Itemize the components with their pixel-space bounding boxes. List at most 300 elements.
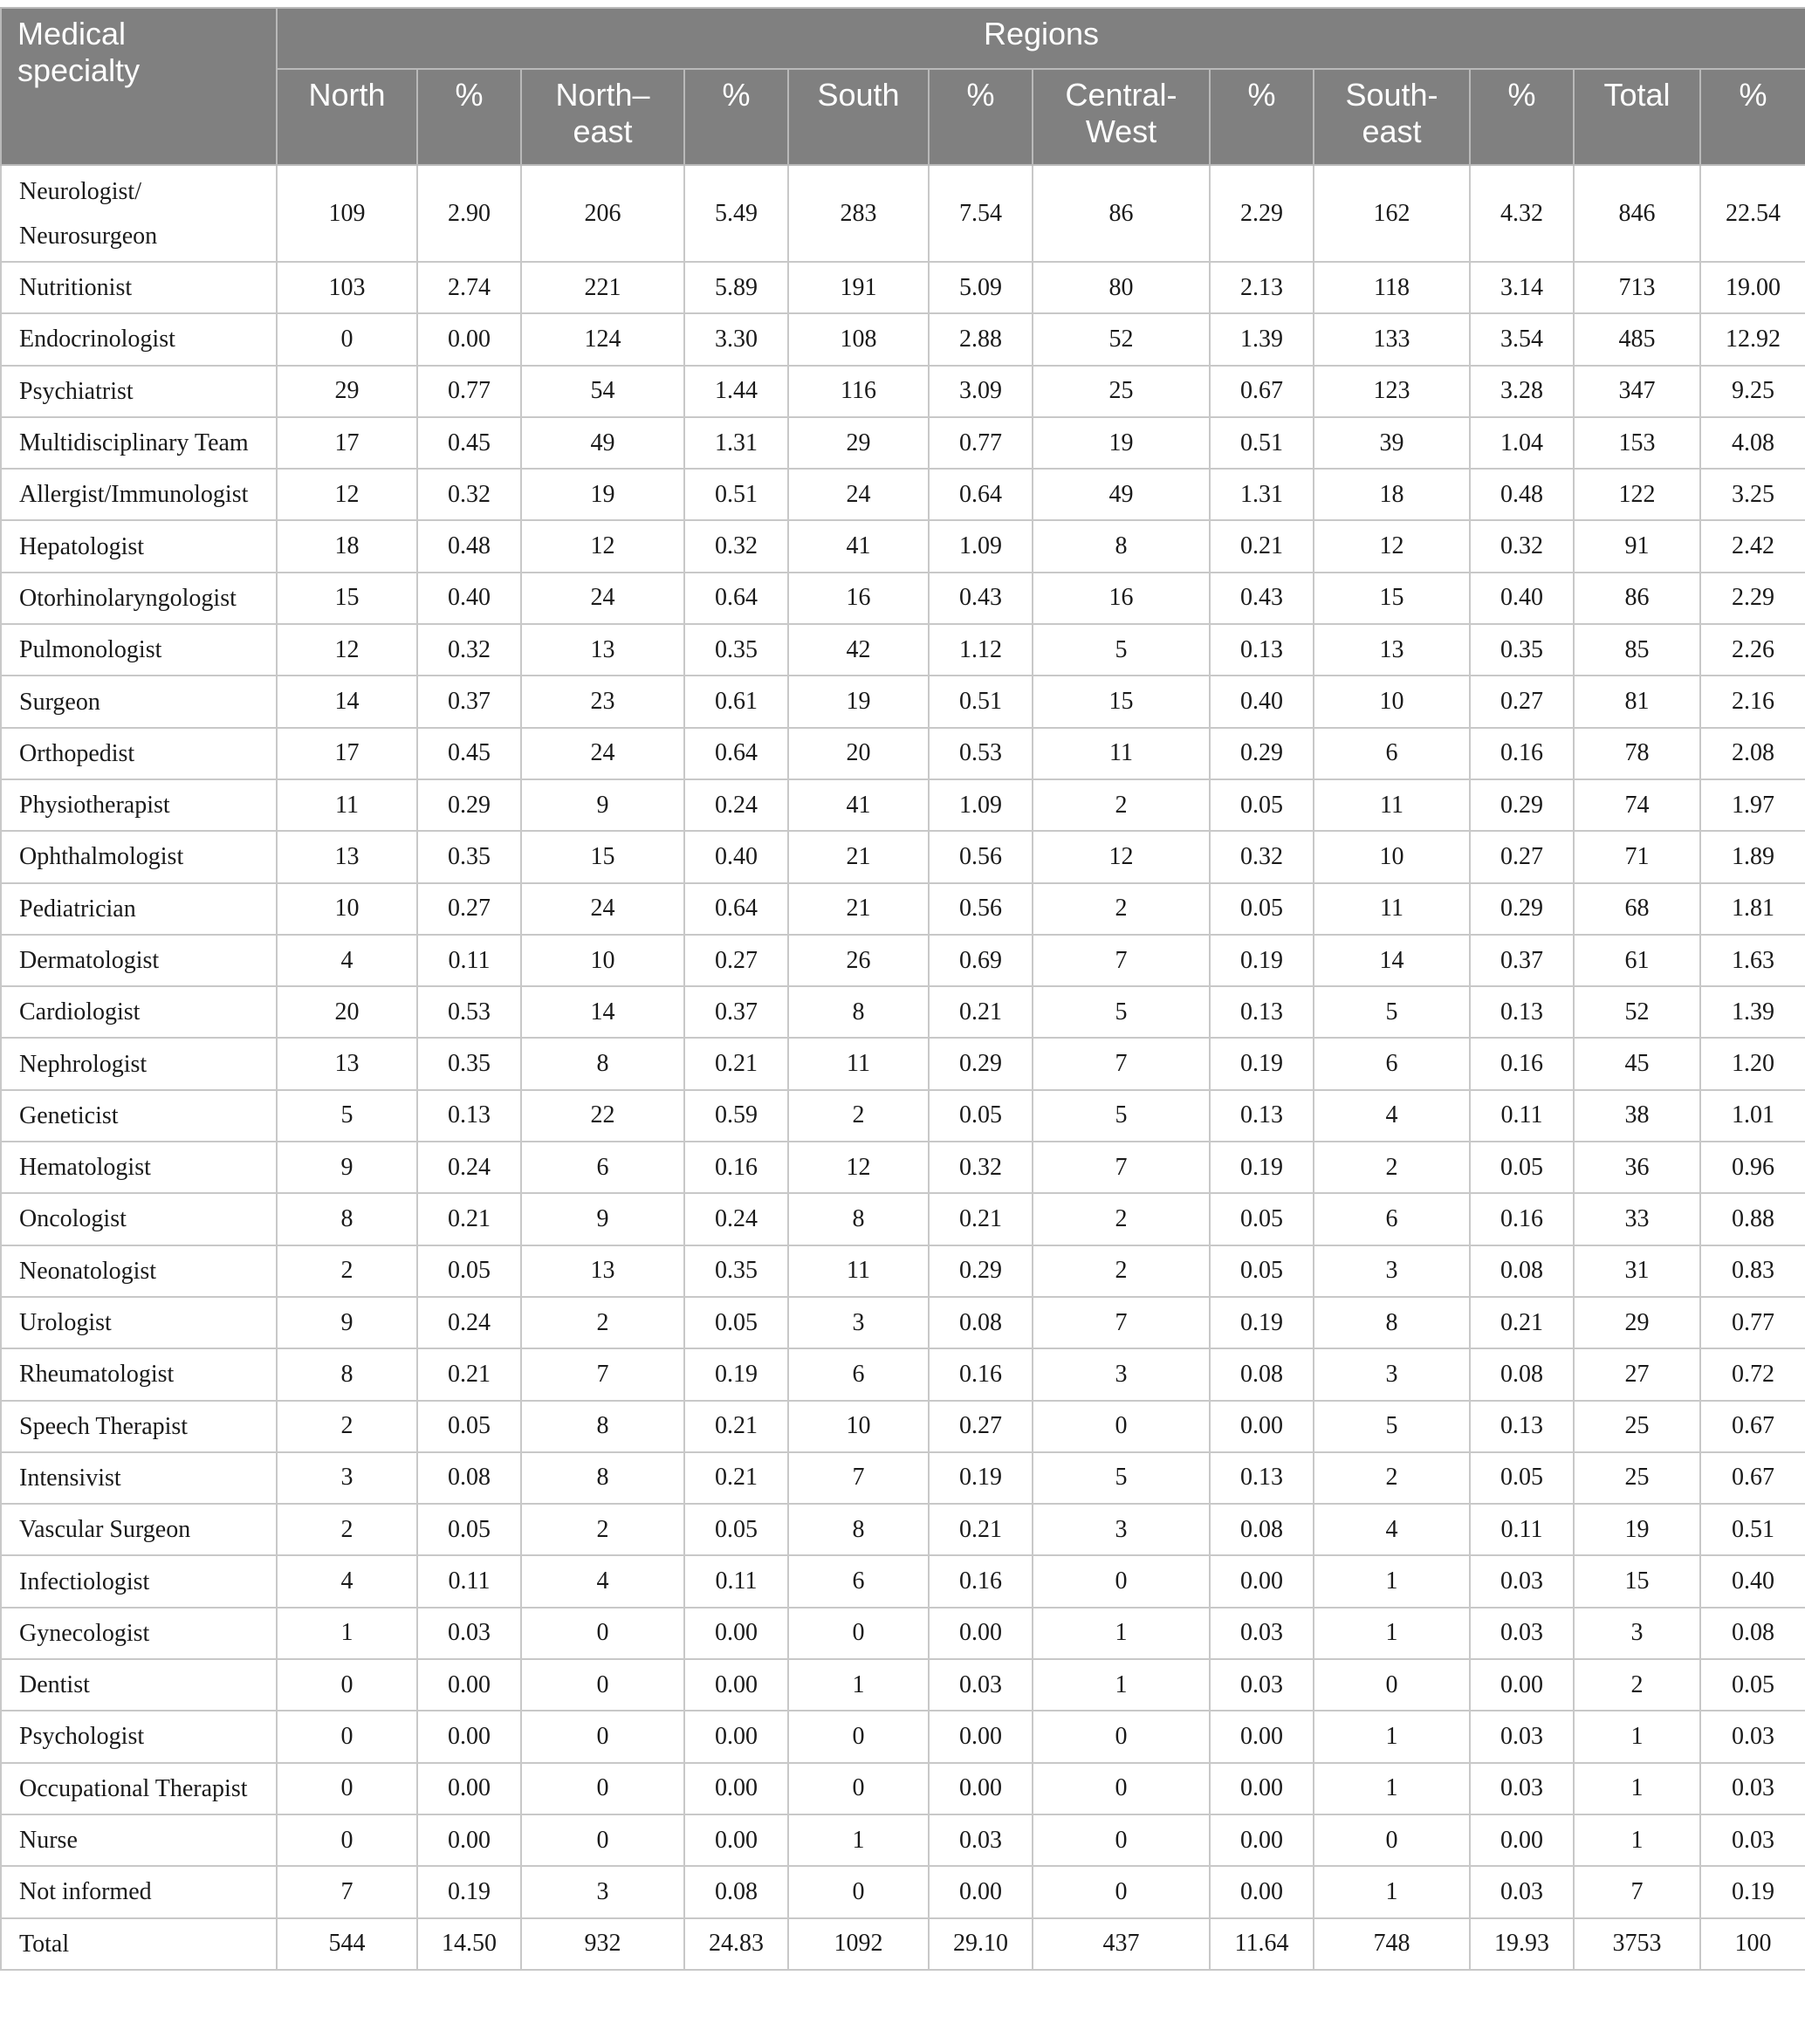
cell-central-west: 19 bbox=[1033, 417, 1210, 469]
table-row bbox=[1, 573, 1805, 624]
table-row bbox=[1, 831, 1805, 882]
cell-central-west-pct: 0.00 bbox=[1210, 1763, 1314, 1814]
cell-north: 1 bbox=[277, 1608, 417, 1659]
cell-southeast: 11 bbox=[1314, 779, 1470, 831]
cell-south-pct: 1.09 bbox=[929, 520, 1033, 572]
cell-north-pct: 0.53 bbox=[417, 986, 521, 1038]
cell-northeast: 22 bbox=[521, 1090, 684, 1142]
table-row bbox=[1, 1763, 1805, 1814]
cell-total: 86 bbox=[1574, 573, 1700, 624]
cell-north-pct: 2.90 bbox=[417, 165, 521, 262]
row-specialty-name: Neonatologist bbox=[1, 1245, 277, 1297]
cell-north-pct: 2.74 bbox=[417, 262, 521, 313]
cell-south-pct: 0.00 bbox=[929, 1608, 1033, 1659]
table-row bbox=[1, 1659, 1805, 1711]
cell-southeast-pct: 0.29 bbox=[1470, 779, 1574, 831]
cell-central-west: 0 bbox=[1033, 1763, 1210, 1814]
cell-central-west-pct: 0.00 bbox=[1210, 1555, 1314, 1607]
table-row bbox=[1, 728, 1805, 779]
cell-northeast: 8 bbox=[521, 1401, 684, 1452]
cell-north-pct: 0.40 bbox=[417, 573, 521, 624]
row-specialty-name: Psychologist bbox=[1, 1711, 277, 1762]
cell-central-west: 0 bbox=[1033, 1401, 1210, 1452]
header-medical-specialty: Medical specialty bbox=[1, 8, 277, 165]
cell-southeast-pct: 0.27 bbox=[1470, 831, 1574, 882]
cell-south: 1 bbox=[788, 1814, 929, 1866]
table-row bbox=[1, 1555, 1805, 1607]
cell-south: 21 bbox=[788, 831, 929, 882]
header-south: South bbox=[788, 69, 929, 165]
cell-southeast: 748 bbox=[1314, 1918, 1470, 1970]
cell-northeast: 13 bbox=[521, 1245, 684, 1297]
cell-central-west-pct: 0.00 bbox=[1210, 1866, 1314, 1917]
cell-central-west-pct: 0.40 bbox=[1210, 676, 1314, 727]
cell-south-pct: 3.09 bbox=[929, 366, 1033, 417]
cell-northeast: 24 bbox=[521, 883, 684, 935]
cell-central-west: 3 bbox=[1033, 1504, 1210, 1555]
table-row bbox=[1, 1142, 1805, 1193]
cell-total: 25 bbox=[1574, 1401, 1700, 1452]
cell-total: 45 bbox=[1574, 1038, 1700, 1089]
cell-northeast: 24 bbox=[521, 573, 684, 624]
table-row bbox=[1, 1401, 1805, 1452]
cell-north: 7 bbox=[277, 1866, 417, 1917]
cell-central-west-pct: 11.64 bbox=[1210, 1918, 1314, 1970]
row-specialty-name: Cardiologist bbox=[1, 986, 277, 1038]
cell-south-pct: 0.16 bbox=[929, 1348, 1033, 1400]
cell-south: 1092 bbox=[788, 1918, 929, 1970]
cell-southeast-pct: 0.03 bbox=[1470, 1866, 1574, 1917]
specialty-by-region-table bbox=[0, 7, 1805, 1971]
cell-south-pct: 7.54 bbox=[929, 165, 1033, 262]
cell-north: 18 bbox=[277, 520, 417, 572]
cell-northeast-pct: 0.32 bbox=[684, 520, 788, 572]
cell-northeast-pct: 0.59 bbox=[684, 1090, 788, 1142]
cell-north: 4 bbox=[277, 935, 417, 986]
table-row bbox=[1, 1608, 1805, 1659]
cell-central-west: 0 bbox=[1033, 1555, 1210, 1607]
cell-north-pct: 0.27 bbox=[417, 883, 521, 935]
cell-south-pct: 1.12 bbox=[929, 624, 1033, 676]
cell-south: 21 bbox=[788, 883, 929, 935]
cell-central-west-pct: 0.05 bbox=[1210, 1193, 1314, 1245]
cell-north: 0 bbox=[277, 1711, 417, 1762]
cell-northeast-pct: 0.00 bbox=[684, 1814, 788, 1866]
row-specialty-name: Ophthalmologist bbox=[1, 831, 277, 882]
cell-south: 24 bbox=[788, 469, 929, 520]
cell-south-pct: 0.00 bbox=[929, 1866, 1033, 1917]
cell-north-pct: 0.03 bbox=[417, 1608, 521, 1659]
cell-north: 9 bbox=[277, 1297, 417, 1348]
cell-north: 3 bbox=[277, 1452, 417, 1504]
cell-north: 109 bbox=[277, 165, 417, 262]
cell-central-west-pct: 0.00 bbox=[1210, 1814, 1314, 1866]
cell-south-pct: 29.10 bbox=[929, 1918, 1033, 1970]
cell-total-pct: 1.97 bbox=[1700, 779, 1805, 831]
cell-central-west-pct: 0.19 bbox=[1210, 1142, 1314, 1193]
row-specialty-name: Vascular Surgeon bbox=[1, 1504, 277, 1555]
cell-northeast-pct: 0.35 bbox=[684, 1245, 788, 1297]
cell-central-west-pct: 0.00 bbox=[1210, 1401, 1314, 1452]
cell-north: 20 bbox=[277, 986, 417, 1038]
cell-northeast-pct: 0.37 bbox=[684, 986, 788, 1038]
row-specialty-name: Orthopedist bbox=[1, 728, 277, 779]
cell-total: 91 bbox=[1574, 520, 1700, 572]
cell-southeast-pct: 0.32 bbox=[1470, 520, 1574, 572]
cell-total-pct: 0.05 bbox=[1700, 1659, 1805, 1711]
cell-northeast-pct: 0.05 bbox=[684, 1297, 788, 1348]
cell-north-pct: 0.32 bbox=[417, 624, 521, 676]
cell-total: 36 bbox=[1574, 1142, 1700, 1193]
cell-north-pct: 0.35 bbox=[417, 1038, 521, 1089]
cell-total: 3753 bbox=[1574, 1918, 1700, 1970]
cell-southeast: 133 bbox=[1314, 313, 1470, 365]
cell-total: 122 bbox=[1574, 469, 1700, 520]
cell-total: 713 bbox=[1574, 262, 1700, 313]
cell-southeast-pct: 0.48 bbox=[1470, 469, 1574, 520]
cell-total: 29 bbox=[1574, 1297, 1700, 1348]
cell-southeast: 10 bbox=[1314, 831, 1470, 882]
cell-north: 10 bbox=[277, 883, 417, 935]
cell-north-pct: 0.00 bbox=[417, 1763, 521, 1814]
cell-south-pct: 5.09 bbox=[929, 262, 1033, 313]
cell-south: 116 bbox=[788, 366, 929, 417]
cell-central-west: 7 bbox=[1033, 1038, 1210, 1089]
cell-total-pct: 22.54 bbox=[1700, 165, 1805, 262]
cell-total: 1 bbox=[1574, 1763, 1700, 1814]
cell-north: 9 bbox=[277, 1142, 417, 1193]
cell-total: 33 bbox=[1574, 1193, 1700, 1245]
cell-northeast: 0 bbox=[521, 1763, 684, 1814]
cell-southeast-pct: 0.00 bbox=[1470, 1814, 1574, 1866]
cell-northeast-pct: 0.64 bbox=[684, 573, 788, 624]
cell-northeast: 10 bbox=[521, 935, 684, 986]
cell-central-west-pct: 0.43 bbox=[1210, 573, 1314, 624]
row-specialty-name: Nutritionist bbox=[1, 262, 277, 313]
cell-central-west: 7 bbox=[1033, 935, 1210, 986]
cell-southeast-pct: 0.27 bbox=[1470, 676, 1574, 727]
cell-central-west: 49 bbox=[1033, 469, 1210, 520]
cell-south-pct: 0.51 bbox=[929, 676, 1033, 727]
cell-central-west-pct: 0.19 bbox=[1210, 1297, 1314, 1348]
row-specialty-name: Surgeon bbox=[1, 676, 277, 727]
cell-south-pct: 0.21 bbox=[929, 986, 1033, 1038]
row-specialty-name: Endocrinologist bbox=[1, 313, 277, 365]
table-row bbox=[1, 1245, 1805, 1297]
cell-south: 8 bbox=[788, 986, 929, 1038]
cell-northeast-pct: 0.24 bbox=[684, 1193, 788, 1245]
cell-south-pct: 0.05 bbox=[929, 1090, 1033, 1142]
cell-southeast-pct: 0.05 bbox=[1470, 1142, 1574, 1193]
cell-southeast: 6 bbox=[1314, 1038, 1470, 1089]
cell-south: 1 bbox=[788, 1659, 929, 1711]
cell-southeast: 4 bbox=[1314, 1090, 1470, 1142]
cell-northeast: 8 bbox=[521, 1452, 684, 1504]
cell-north-pct: 0.37 bbox=[417, 676, 521, 727]
cell-total: 846 bbox=[1574, 165, 1700, 262]
cell-total: 74 bbox=[1574, 779, 1700, 831]
row-specialty-name: Occupational Therapist bbox=[1, 1763, 277, 1814]
row-specialty-name: Multidisciplinary Team bbox=[1, 417, 277, 469]
cell-central-west-pct: 0.19 bbox=[1210, 935, 1314, 986]
cell-central-west: 5 bbox=[1033, 1090, 1210, 1142]
cell-southeast-pct: 0.40 bbox=[1470, 573, 1574, 624]
row-specialty-name: Hematologist bbox=[1, 1142, 277, 1193]
cell-total-pct: 0.08 bbox=[1700, 1608, 1805, 1659]
cell-north-pct: 0.32 bbox=[417, 469, 521, 520]
table-header bbox=[1, 8, 1805, 165]
cell-south: 16 bbox=[788, 573, 929, 624]
cell-southeast: 162 bbox=[1314, 165, 1470, 262]
cell-south: 6 bbox=[788, 1555, 929, 1607]
cell-central-west: 2 bbox=[1033, 1245, 1210, 1297]
cell-south: 29 bbox=[788, 417, 929, 469]
cell-central-west-pct: 0.13 bbox=[1210, 1452, 1314, 1504]
cell-south: 0 bbox=[788, 1763, 929, 1814]
cell-north-pct: 0.48 bbox=[417, 520, 521, 572]
cell-northeast-pct: 0.64 bbox=[684, 883, 788, 935]
header-central-west-pct: % bbox=[1210, 69, 1314, 165]
cell-total: 61 bbox=[1574, 935, 1700, 986]
cell-northeast-pct: 0.40 bbox=[684, 831, 788, 882]
cell-north: 103 bbox=[277, 262, 417, 313]
cell-total-pct: 0.03 bbox=[1700, 1763, 1805, 1814]
cell-central-west-pct: 2.13 bbox=[1210, 262, 1314, 313]
cell-southeast-pct: 3.14 bbox=[1470, 262, 1574, 313]
table-row bbox=[1, 1348, 1805, 1400]
cell-total-pct: 2.29 bbox=[1700, 573, 1805, 624]
cell-south: 8 bbox=[788, 1193, 929, 1245]
cell-north-pct: 0.05 bbox=[417, 1401, 521, 1452]
cell-total: 68 bbox=[1574, 883, 1700, 935]
cell-central-west-pct: 0.08 bbox=[1210, 1504, 1314, 1555]
header-total: Total bbox=[1574, 69, 1700, 165]
cell-total: 27 bbox=[1574, 1348, 1700, 1400]
cell-central-west: 2 bbox=[1033, 883, 1210, 935]
cell-central-west-pct: 0.32 bbox=[1210, 831, 1314, 882]
cell-northeast-pct: 0.35 bbox=[684, 624, 788, 676]
header-north-pct: % bbox=[417, 69, 521, 165]
cell-south: 41 bbox=[788, 779, 929, 831]
header-south-pct: % bbox=[929, 69, 1033, 165]
header-northeast: North– east bbox=[521, 69, 684, 165]
cell-central-west-pct: 0.13 bbox=[1210, 1090, 1314, 1142]
cell-northeast: 8 bbox=[521, 1038, 684, 1089]
cell-northeast: 0 bbox=[521, 1659, 684, 1711]
row-specialty-name: Otorhinolaryngologist bbox=[1, 573, 277, 624]
cell-central-west-pct: 0.00 bbox=[1210, 1711, 1314, 1762]
cell-central-west: 2 bbox=[1033, 1193, 1210, 1245]
cell-south-pct: 0.69 bbox=[929, 935, 1033, 986]
cell-south: 283 bbox=[788, 165, 929, 262]
table-row bbox=[1, 1866, 1805, 1917]
cell-north: 14 bbox=[277, 676, 417, 727]
cell-northeast: 7 bbox=[521, 1348, 684, 1400]
cell-southeast: 2 bbox=[1314, 1452, 1470, 1504]
cell-northeast: 12 bbox=[521, 520, 684, 572]
table-row bbox=[1, 1038, 1805, 1089]
cell-northeast-pct: 0.00 bbox=[684, 1711, 788, 1762]
cell-central-west-pct: 2.29 bbox=[1210, 165, 1314, 262]
cell-southeast-pct: 0.03 bbox=[1470, 1555, 1574, 1607]
cell-southeast: 6 bbox=[1314, 728, 1470, 779]
cell-south-pct: 0.08 bbox=[929, 1297, 1033, 1348]
cell-central-west: 80 bbox=[1033, 262, 1210, 313]
row-specialty-name: Not informed bbox=[1, 1866, 277, 1917]
cell-south-pct: 0.00 bbox=[929, 1763, 1033, 1814]
table-row bbox=[1, 520, 1805, 572]
cell-central-west: 5 bbox=[1033, 1452, 1210, 1504]
table-row bbox=[1, 883, 1805, 935]
cell-south: 0 bbox=[788, 1711, 929, 1762]
cell-south: 10 bbox=[788, 1401, 929, 1452]
cell-central-west-pct: 0.03 bbox=[1210, 1608, 1314, 1659]
cell-south-pct: 0.64 bbox=[929, 469, 1033, 520]
cell-north: 11 bbox=[277, 779, 417, 831]
cell-north: 15 bbox=[277, 573, 417, 624]
cell-total-pct: 0.19 bbox=[1700, 1866, 1805, 1917]
table-row bbox=[1, 1452, 1805, 1504]
row-specialty-name: Pediatrician bbox=[1, 883, 277, 935]
cell-north: 12 bbox=[277, 624, 417, 676]
cell-total-pct: 12.92 bbox=[1700, 313, 1805, 365]
cell-northeast-pct: 0.08 bbox=[684, 1866, 788, 1917]
cell-north-pct: 0.00 bbox=[417, 1814, 521, 1866]
cell-south: 41 bbox=[788, 520, 929, 572]
cell-south-pct: 0.77 bbox=[929, 417, 1033, 469]
row-specialty-name: Dermatologist bbox=[1, 935, 277, 986]
cell-central-west: 8 bbox=[1033, 520, 1210, 572]
table-row bbox=[1, 1814, 1805, 1866]
cell-southeast-pct: 0.16 bbox=[1470, 1038, 1574, 1089]
header-total-pct: % bbox=[1700, 69, 1805, 165]
cell-total: 3 bbox=[1574, 1608, 1700, 1659]
cell-northeast: 6 bbox=[521, 1142, 684, 1193]
cell-north: 2 bbox=[277, 1245, 417, 1297]
cell-total: 7 bbox=[1574, 1866, 1700, 1917]
row-specialty-name: Infectiologist bbox=[1, 1555, 277, 1607]
cell-northeast-pct: 0.16 bbox=[684, 1142, 788, 1193]
cell-north: 0 bbox=[277, 313, 417, 365]
cell-northeast: 9 bbox=[521, 779, 684, 831]
cell-north-pct: 0.11 bbox=[417, 935, 521, 986]
cell-south-pct: 0.21 bbox=[929, 1504, 1033, 1555]
cell-south: 3 bbox=[788, 1297, 929, 1348]
cell-north: 0 bbox=[277, 1659, 417, 1711]
row-specialty-name: Total bbox=[1, 1918, 277, 1970]
cell-northeast: 54 bbox=[521, 366, 684, 417]
cell-north-pct: 0.24 bbox=[417, 1297, 521, 1348]
cell-south: 11 bbox=[788, 1245, 929, 1297]
cell-north-pct: 14.50 bbox=[417, 1918, 521, 1970]
cell-total-pct: 4.08 bbox=[1700, 417, 1805, 469]
cell-south-pct: 0.56 bbox=[929, 831, 1033, 882]
cell-south: 42 bbox=[788, 624, 929, 676]
cell-southeast-pct: 0.16 bbox=[1470, 1193, 1574, 1245]
cell-north-pct: 0.45 bbox=[417, 728, 521, 779]
cell-south: 8 bbox=[788, 1504, 929, 1555]
cell-total: 15 bbox=[1574, 1555, 1700, 1607]
cell-central-west-pct: 0.19 bbox=[1210, 1038, 1314, 1089]
cell-northeast-pct: 0.61 bbox=[684, 676, 788, 727]
cell-southeast: 4 bbox=[1314, 1504, 1470, 1555]
cell-total-pct: 3.25 bbox=[1700, 469, 1805, 520]
cell-total-pct: 100 bbox=[1700, 1918, 1805, 1970]
cell-south: 108 bbox=[788, 313, 929, 365]
cell-total: 347 bbox=[1574, 366, 1700, 417]
cell-southeast-pct: 0.03 bbox=[1470, 1608, 1574, 1659]
cell-central-west-pct: 0.05 bbox=[1210, 1245, 1314, 1297]
cell-northeast-pct: 24.83 bbox=[684, 1918, 788, 1970]
cell-north: 13 bbox=[277, 831, 417, 882]
cell-southeast-pct: 0.16 bbox=[1470, 728, 1574, 779]
cell-central-west-pct: 1.31 bbox=[1210, 469, 1314, 520]
cell-central-west: 12 bbox=[1033, 831, 1210, 882]
row-specialty-name: Speech Therapist bbox=[1, 1401, 277, 1452]
cell-northeast-pct: 0.05 bbox=[684, 1504, 788, 1555]
cell-northeast-pct: 1.44 bbox=[684, 366, 788, 417]
cell-total-pct: 0.96 bbox=[1700, 1142, 1805, 1193]
cell-north: 8 bbox=[277, 1348, 417, 1400]
cell-south: 2 bbox=[788, 1090, 929, 1142]
cell-south: 0 bbox=[788, 1608, 929, 1659]
cell-north-pct: 0.05 bbox=[417, 1504, 521, 1555]
cell-north: 4 bbox=[277, 1555, 417, 1607]
cell-north: 13 bbox=[277, 1038, 417, 1089]
cell-central-west: 25 bbox=[1033, 366, 1210, 417]
cell-north: 5 bbox=[277, 1090, 417, 1142]
cell-southeast-pct: 0.08 bbox=[1470, 1348, 1574, 1400]
cell-south-pct: 2.88 bbox=[929, 313, 1033, 365]
cell-northeast-pct: 5.49 bbox=[684, 165, 788, 262]
cell-northeast: 23 bbox=[521, 676, 684, 727]
cell-central-west-pct: 0.08 bbox=[1210, 1348, 1314, 1400]
row-specialty-name: Rheumatologist bbox=[1, 1348, 277, 1400]
cell-north-pct: 0.24 bbox=[417, 1142, 521, 1193]
cell-south-pct: 0.03 bbox=[929, 1659, 1033, 1711]
row-specialty-name: Gynecologist bbox=[1, 1608, 277, 1659]
cell-central-west-pct: 0.13 bbox=[1210, 624, 1314, 676]
cell-north-pct: 0.08 bbox=[417, 1452, 521, 1504]
cell-central-west: 11 bbox=[1033, 728, 1210, 779]
cell-northeast: 3 bbox=[521, 1866, 684, 1917]
header-southeast: South- east bbox=[1314, 69, 1470, 165]
cell-northeast: 9 bbox=[521, 1193, 684, 1245]
table-row bbox=[1, 935, 1805, 986]
cell-southeast-pct: 0.00 bbox=[1470, 1659, 1574, 1711]
cell-central-west: 7 bbox=[1033, 1142, 1210, 1193]
row-specialty-name: Intensivist bbox=[1, 1452, 277, 1504]
cell-total: 85 bbox=[1574, 624, 1700, 676]
cell-total-pct: 1.39 bbox=[1700, 986, 1805, 1038]
cell-total-pct: 1.81 bbox=[1700, 883, 1805, 935]
cell-total: 25 bbox=[1574, 1452, 1700, 1504]
cell-total-pct: 0.88 bbox=[1700, 1193, 1805, 1245]
cell-southeast: 18 bbox=[1314, 469, 1470, 520]
cell-south: 6 bbox=[788, 1348, 929, 1400]
cell-southeast: 1 bbox=[1314, 1555, 1470, 1607]
header-central-west: Central- West bbox=[1033, 69, 1210, 165]
cell-south-pct: 0.16 bbox=[929, 1555, 1033, 1607]
cell-northeast-pct: 0.21 bbox=[684, 1452, 788, 1504]
cell-south: 19 bbox=[788, 676, 929, 727]
cell-central-west-pct: 0.13 bbox=[1210, 986, 1314, 1038]
cell-southeast-pct: 19.93 bbox=[1470, 1918, 1574, 1970]
cell-total-pct: 0.03 bbox=[1700, 1711, 1805, 1762]
cell-north: 29 bbox=[277, 366, 417, 417]
cell-southeast-pct: 0.37 bbox=[1470, 935, 1574, 986]
cell-southeast: 6 bbox=[1314, 1193, 1470, 1245]
